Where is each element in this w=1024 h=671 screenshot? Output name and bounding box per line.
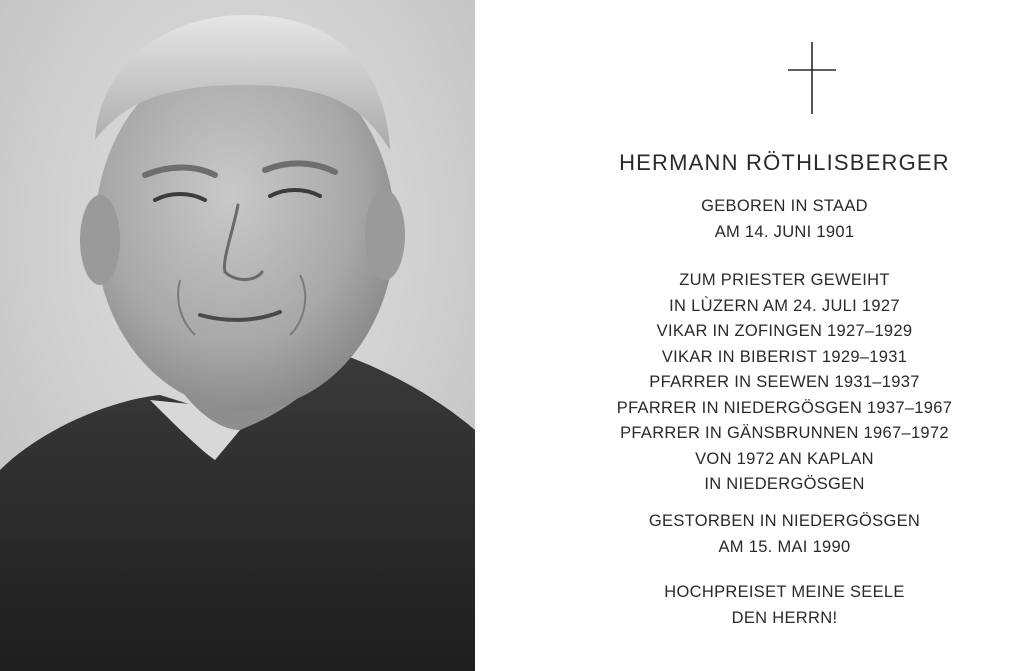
birth-line: GEBOREN IN STAAD — [701, 197, 868, 215]
death-block — [545, 509, 1024, 560]
portrait-image — [0, 0, 475, 671]
death-line: GESTORBEN IN NIEDERGÖSGEN — [648, 512, 921, 530]
career-line: PFARRER IN NIEDERGÖSGEN 1937–1967 — [616, 398, 953, 417]
career-line: PFARRER IN GÄNSBRUNNEN 1967–1972 — [620, 424, 949, 442]
career-block — [545, 268, 1024, 498]
career-line: VON 1972 AN KAPLAN — [695, 449, 874, 468]
birth-line: AM 14. JUNI 1901 — [714, 222, 855, 241]
quote-line: DEN HERRN! — [731, 608, 838, 627]
death-line: AM 15. MAI 1990 — [718, 537, 851, 556]
portrait-photo — [0, 0, 475, 671]
career-line: PFARRER IN SEEWEN 1931–1937 — [649, 373, 920, 391]
birth-block — [545, 194, 1024, 245]
career-line: VIKAR IN BIBERIST 1929–1931 — [661, 347, 908, 366]
deceased-name: HERMANN RÖTHLISBERGER — [619, 150, 950, 175]
memorial-text-panel — [545, 0, 1024, 671]
career-line: IN NIEDERGÖSGEN — [704, 475, 865, 493]
quote-line: HOCHPREISET MEINE SEELE — [664, 583, 905, 601]
career-line: VIKAR IN ZOFINGEN 1927–1929 — [656, 322, 913, 340]
career-line: IN LÙZERN AM 24. JULI 1927 — [669, 296, 900, 315]
scripture-quote — [545, 580, 1024, 631]
career-line: ZUM PRIESTER GEWEIHT — [679, 271, 890, 289]
cross-icon — [788, 42, 836, 114]
